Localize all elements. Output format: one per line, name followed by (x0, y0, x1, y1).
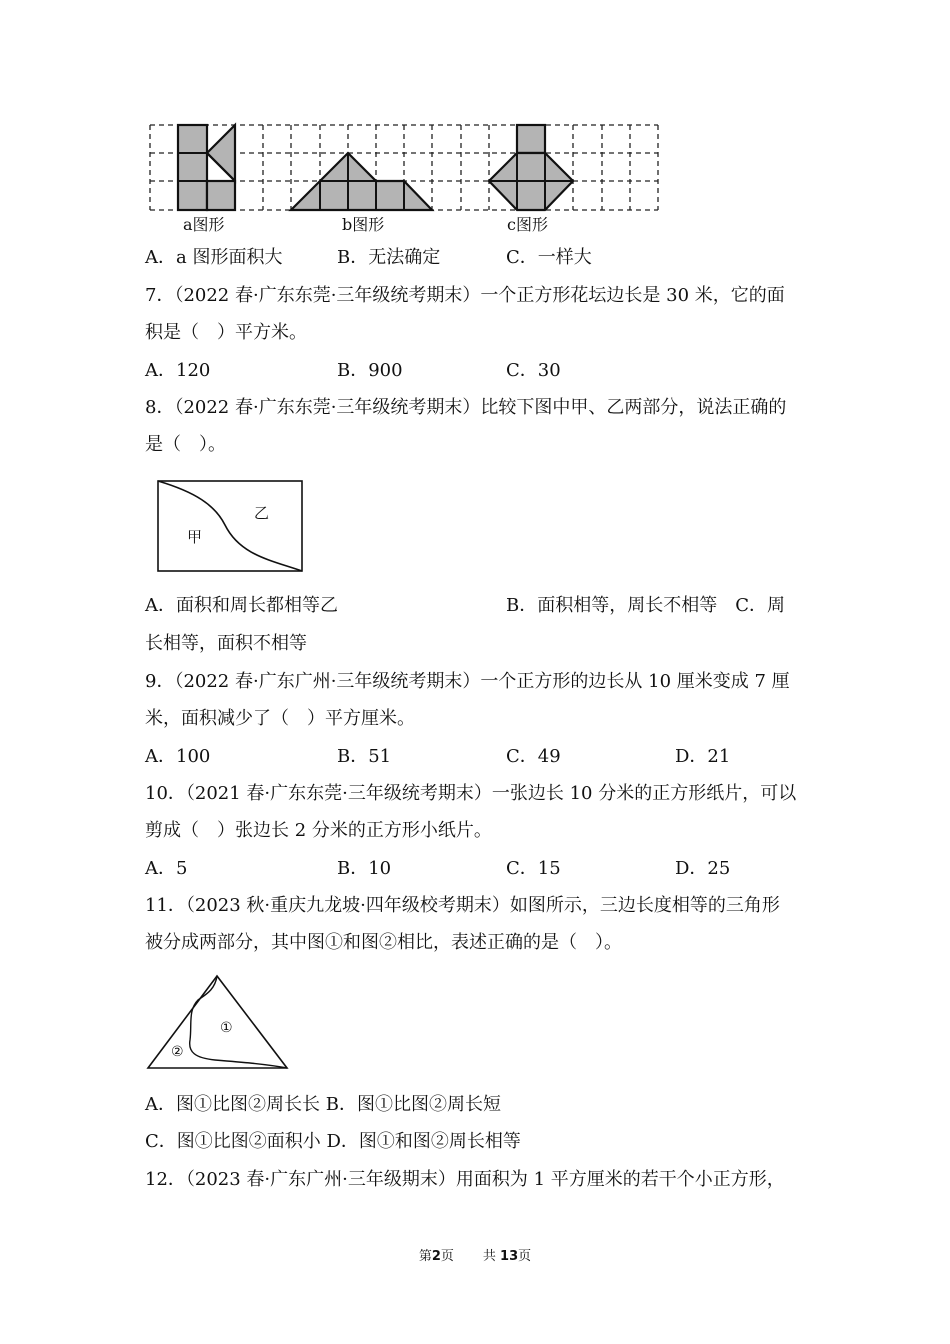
q10-stem-line1: 10．（2021 春·广东东莞·三年级统考期末）一张边长 10 分米的正方形纸片，可以 (145, 783, 797, 804)
page-footer (0, 1245, 950, 1264)
q11-stem-line1: 11．（2023 秋·重庆九龙坡·四年级校考期末）如图所示，三边长度相等的三角形 (145, 895, 780, 916)
q8-label-jia: 甲 (187, 528, 203, 546)
q7-stem-line1: 7．（2022 春·广东东莞·三年级统考期末）一个正方形花坛边长是 30 米，它的面 (145, 285, 785, 306)
q7-stem-line2: 积是（ ）平方米。 (145, 322, 307, 343)
footer-prefix: 第 (418, 1249, 432, 1264)
q6-option-a: A．a 图形面积大 (145, 247, 283, 268)
q8-stem-line1: 8．（2022 春·广东东莞·三年级统考期末）比较下图中甲、乙两部分，说法正确的 (145, 397, 787, 418)
q7-option-a: A．120 (145, 360, 211, 381)
q8-option-bc: B．面积相等，周长不相等 C．周 (506, 595, 785, 616)
q7-option-b: B．900 (337, 360, 403, 381)
q9-option-d: D．21 (675, 746, 731, 767)
footer-total-pages: 13 (500, 1249, 519, 1264)
q6-option-c: C．一样大 (506, 247, 592, 268)
figure-a-label: a图形 (183, 215, 225, 234)
q9-stem-line2: 米，面积减少了（ ）平方厘米。 (145, 708, 415, 729)
q11-stem-line2: 被分成两部分，其中图①和图②相比，表述正确的是（ ）。 (145, 932, 622, 953)
q9-option-c: C．49 (506, 746, 561, 767)
q11-options-cd: C．图①比图②面积小 D．图①和图②周长相等 (145, 1131, 521, 1152)
q9-option-b: B．51 (337, 746, 392, 767)
q6-option-b: B．无法确定 (337, 247, 441, 268)
footer-total-prefix: 共 (482, 1249, 496, 1264)
q10-option-a: A．5 (145, 858, 188, 879)
q8-option-a: A．面积和周长都相等乙 (145, 595, 338, 616)
q8-option-c-cont: 长相等，面积不相等 (145, 633, 307, 654)
q11-label-1: ① (220, 1020, 233, 1036)
q11-options-ab: A．图①比图②周长长 B．图①比图②周长短 (145, 1094, 501, 1115)
q9-stem-line1: 9．（2022 春·广东广州·三年级统考期末）一个正方形的边长从 10 厘米变成 7 厘 (145, 671, 790, 692)
q10-option-c: C．15 (506, 858, 561, 879)
figure-b-label: b图形 (342, 215, 385, 234)
q10-option-d: D．25 (675, 858, 731, 879)
q8-stem-line2: 是（ ）。 (145, 434, 226, 455)
q11-label-2: ② (171, 1044, 184, 1060)
q10-option-b: B．10 (337, 858, 392, 879)
q8-label-yi: 乙 (254, 504, 270, 522)
q10-stem-line2: 剪成（ ）张边长 2 分米的正方形小纸片。 (145, 820, 492, 841)
footer-page-number: 2 (431, 1249, 441, 1264)
q7-option-c: C．30 (506, 360, 561, 381)
footer-total-suffix: 页 (518, 1249, 532, 1264)
q12-stem-line1: 12．（2023 春·广东广州·三年级期末）用面积为 1 平方厘米的若干个小正方形， (145, 1169, 785, 1190)
q9-option-a: A．100 (145, 746, 211, 767)
figure-c-label: c图形 (507, 215, 548, 234)
footer-page-suffix: 页 (440, 1249, 454, 1264)
